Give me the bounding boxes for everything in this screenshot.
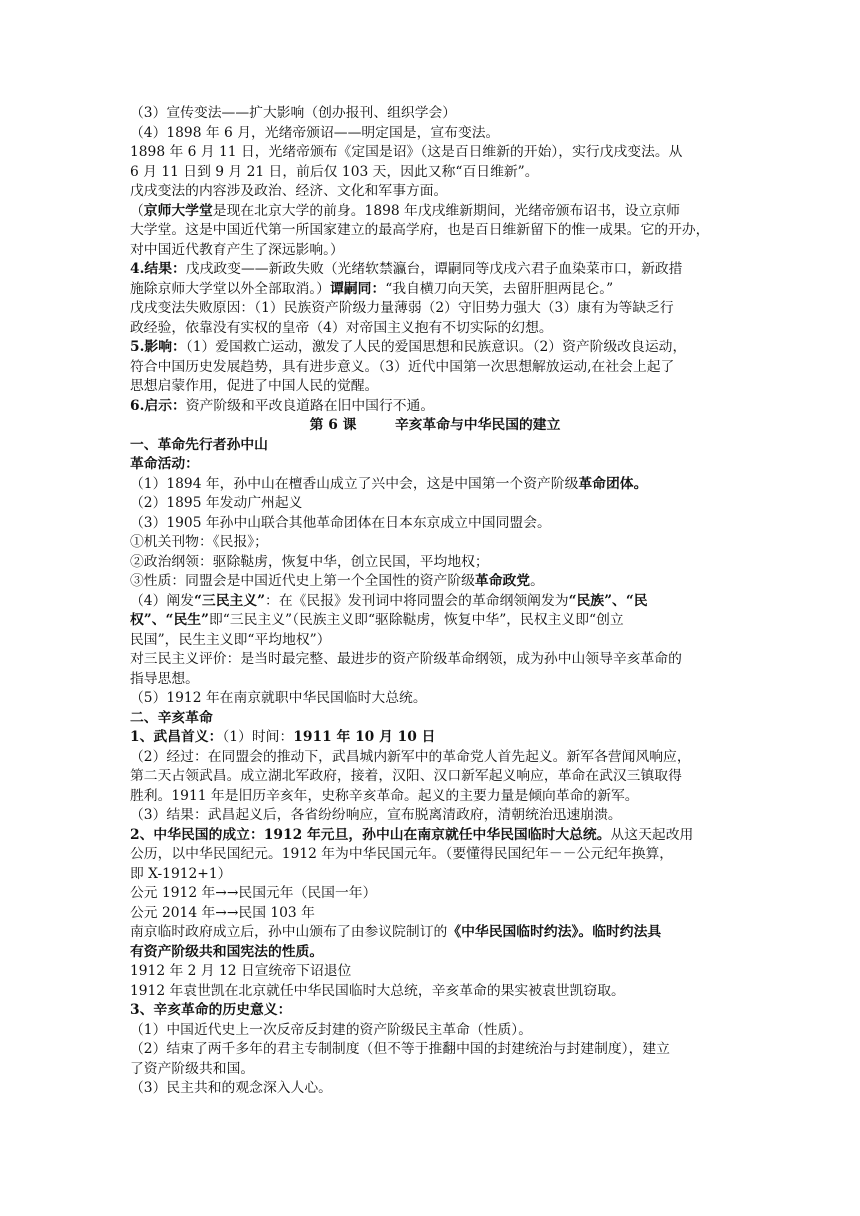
text-line [130,865,740,885]
bold-text: 4.结果： [130,261,186,277]
text-line [130,748,740,768]
text-line [130,182,740,202]
text-segment: （2）经过：在同盟会的推动下，武昌城内新军中的革命党人首先起义。新军各营闻风响应， [130,748,691,765]
lesson-heading [130,416,740,436]
text-line [130,299,740,319]
text-line [130,280,740,300]
text-line [130,494,740,514]
text-segment: 从这天起改用 [610,826,694,843]
text-segment: 大学堂。这是中国近代第一所国家建立的最高学府，也是百日维新留下的惟一成果。它的开办， [130,222,710,238]
text-line [130,1040,740,1060]
text-line [130,1060,740,1080]
text-line [130,650,740,670]
text-segment: ①机关刊物：《民报》； [130,534,268,550]
text-line [130,572,740,592]
text-segment: 即 X-1912+1） [130,865,232,882]
text-segment: 对中国近代教育产生了深远影响。） [130,241,344,258]
text-segment: （3）结果：武昌起义后，各省纷纷响应，宣布脱离清政府，清朝统治迅速崩溃。 [130,807,622,823]
text-segment: （3）民主共和的观念深入人心。 [130,1080,332,1096]
text-line [130,241,740,261]
text-segment: （5）1912 年在南京就职中华民国临时大总统。 [130,690,427,706]
text-segment: 政经验，依靠没有实权的皇帝（4）对帝国主义抱有不切实际的幻想。 [130,319,553,336]
bold-text: 革命活动： [130,456,199,472]
text-line [130,670,740,690]
text-line [130,475,740,495]
text-segment: 胜利。1911 年是旧历辛亥年，史称辛亥革命。起义的主要力量是倾向革命的新军。 [130,787,639,804]
bold-text: 2、中华民国的成立：1912 年元旦，孙中山在南京就任中华民国临时大总统。 [130,826,611,843]
text-segment: “我自横刀向天笑，去留肝胆两昆仑。” [385,280,614,297]
text-segment: （2）结束了两千多年的君主专制制度（但不等于推翻中国的封建统治与封建制度），建立 [130,1041,670,1057]
text-segment: 。 [530,573,544,589]
text-line [130,982,740,1002]
text-segment: 思想启蒙作用，促进了中国人民的觉醒。 [130,378,379,394]
text-line [130,455,740,475]
text-line [130,397,740,417]
text-segment: （ [130,202,144,219]
text-line [130,358,740,378]
text-line [130,319,740,339]
text-segment: 1912 年 2 月 12 日宣统帝下诏退位 [130,963,352,979]
text-line [130,845,740,865]
text-segment: （3）1905 年孙中山联合其他革命团体在日本东京成立中国同盟会。 [130,514,551,531]
text-segment: ③性质：同盟会是中国近代史上第一个全国性的资产阶级 [130,573,475,589]
text-line [130,1021,740,1041]
text-line [130,943,740,963]
text-line [130,728,740,748]
bold-text: 有资产阶级共和国宪法的性质。 [130,943,324,960]
text-line [130,806,740,826]
text-segment: 施除京师大学堂以外全部取消。） [130,280,331,297]
text-segment: 民国”，民生主义即“平均地权”） [130,631,331,648]
text-segment: （4）1898 年 6 月，光绪帝颁诏——明定国是，宣布变法。 [130,124,500,141]
text-line [130,689,740,709]
text-line [130,884,740,904]
bold-text: 京师大学堂 [143,202,213,219]
text-segment: 符合中国历史发展趋势，具有进步意义。（3）近代中国第一次思想解放运动,在社会上起了 [130,358,675,375]
bold-text: 一、革命先行者孙中山 [130,436,268,453]
text-segment: 戊戌变法的内容涉及政治、经济、文化和军事方面。 [130,183,448,199]
bold-text: 《中华民国临时约法》。临时约法具 [447,924,662,940]
text-line [130,709,740,729]
text-segment: 了资产阶级共和国。 [130,1060,255,1077]
text-segment: （1）1894 年，孙中山在檀香山成立了兴中会，这是中国第一个资产阶级 [130,475,579,492]
text-segment: 公元 1912 年→→民国元年（民国一年） [130,885,377,901]
text-segment: （4）阐发 [130,592,194,609]
text-segment: 1912 年袁世凯在北京就任中华民国临时大总统，辛亥革命的果实被袁世凯窃取。 [130,982,625,999]
bold-text: 谭嗣同： [330,280,386,297]
bold-text: “民族”、“民 [568,592,648,609]
bold-text: 6.启示： [130,397,186,414]
text-line [130,143,740,163]
text-line [130,377,740,397]
text-line [130,923,740,943]
text-line [130,514,740,534]
text-line [130,904,740,924]
text-line [130,1079,740,1099]
text-line [130,163,740,183]
text-line [130,338,740,358]
text-segment: 对三民主义评价：是当时最完整、最进步的资产阶级革命纲领，成为孙中山领导辛亥革命的 [130,651,682,667]
bold-text: 1911 年 10 月 10 日 [293,729,436,745]
text-segment: ：在《民报》发刊词中将同盟会的革命纲领阐发为 [265,592,569,609]
text-line [130,221,740,241]
text-line [130,826,740,846]
text-segment: 即“三民主义”（民族主义即“驱除鞑虏，恢复中华”，民权主义即“创立 [209,612,624,628]
text-segment: 指导思想。 [130,670,199,687]
bold-text: 1、武昌首义： [130,729,223,745]
text-line [130,962,740,982]
text-line [130,611,740,631]
text-segment: 1898 年 6 月 11 日，光绪帝颁布《定国是诏》（这是百日维新的开始），实行戊戌变法。从 [130,144,683,160]
text-line [130,104,740,124]
bold-text: 革命团体。 [578,475,648,492]
text-line [130,592,740,612]
text-line [130,1001,740,1021]
text-segment: 戊戌变法失败原因：（1）民族资产阶级力量薄弱（2）守旧势力强大（3）康有为等缺乏行 [130,300,674,316]
text-segment: 是现在北京大学的前身。1898 年戊戌维新期间，光绪帝颁布诏书，设立京师 [212,202,680,219]
text-line [130,533,740,553]
text-line [130,260,740,280]
bold-text: “三民主义” [193,592,266,609]
text-segment: 戊戌政变——新政失败（光绪软禁瀛台，谭嗣同等戊戌六君子血染菜市口，新政措 [185,261,683,277]
bold-text: 3、辛亥革命的历史意义： [130,1002,292,1018]
text-line [130,436,740,456]
bold-text: 5.影响： [130,339,186,355]
text-line [130,767,740,787]
text-line [130,553,740,573]
text-segment: ②政治纲领：驱除鞑虏，恢复中华，创立民国，平均地权； [130,553,489,570]
text-line [130,202,740,222]
bold-text: 权”、“民生” [130,612,209,628]
text-segment: 资产阶级和平改良道路在旧中国行不通。 [185,397,435,414]
text-line [130,631,740,651]
bold-text: 革命政党 [474,573,531,589]
text-segment: （1）爱国救亡运动，激发了人民的爱国思想和民族意识。（2）资产阶级改良运动， [185,339,687,355]
text-segment: （1）中国近代史上一次反帝反封建的资产阶级民主革命（性质）。 [130,1021,532,1038]
bold-text: 第 6 课 辛亥革命与中华民国的建立 [309,417,561,433]
text-segment: （1）时间： [222,729,294,745]
text-line [130,787,740,807]
text-segment: （2）1895 年发动广州起义 [130,495,303,511]
text-segment: 6 月 11 日到 9 月 21 日，前后仅 103 天，因此又称“百日维新”。 [130,163,539,180]
bold-text: 二、辛亥革命 [130,709,213,726]
text-line [130,124,740,144]
text-segment: 公元 2014 年→→民国 103 年 [130,904,315,921]
text-segment: 南京临时政府成立后，孙中山颁布了由参议院制订的 [130,924,448,940]
text-segment: （3）宣传变法——扩大影响（创办报刊、组织学会） [130,105,457,121]
text-segment: 第二天占领武昌。成立湖北军政府，接着，汉阳、汉口新军起义响应，革命在武汉三镇取得 [130,768,682,784]
text-segment: 公历，以中华民国纪元。1912 年为中华民国元年。（要懂得民国纪年－－公元纪年换算， [130,846,674,862]
